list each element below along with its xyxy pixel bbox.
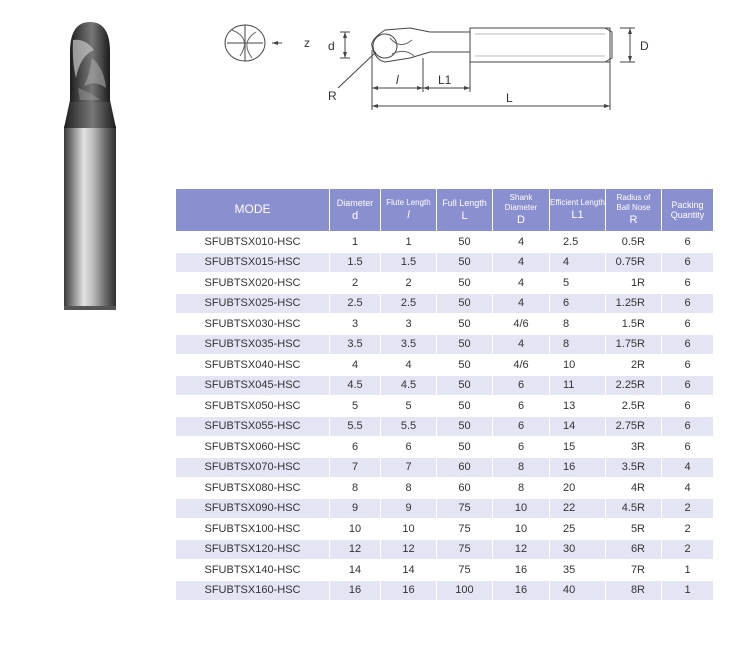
radius-cell: 0.5R <box>606 232 661 252</box>
radius-cell: 2.75R <box>606 417 661 437</box>
full-length-cell: 75 <box>437 499 492 519</box>
packing-cell: 6 <box>662 437 713 457</box>
header-flute-length: Flute Length l <box>381 189 436 231</box>
table-row <box>176 273 713 293</box>
efficient-length-cell: 6 <box>550 294 605 314</box>
full-length-cell: 50 <box>437 376 492 396</box>
shank-diameter-cell: 10 <box>493 519 549 539</box>
model-cell: SFUBTSX120-HSC <box>176 540 329 560</box>
shank-diameter-cell: 4 <box>493 253 549 273</box>
diameter-cell: 1 <box>330 232 380 252</box>
shank-diameter-cell: 12 <box>493 540 549 560</box>
table-row <box>176 581 713 601</box>
diameter-cell: 10 <box>330 519 380 539</box>
table-row <box>176 253 713 273</box>
header-ball-nose-radius: Radius of Ball Nose R <box>606 189 661 231</box>
shank-diameter-cell: 16 <box>493 560 549 580</box>
header-diameter: Diameter d <box>330 189 380 231</box>
model-cell: SFUBTSX040-HSC <box>176 355 329 375</box>
radius-cell: 1.25R <box>606 294 661 314</box>
full-length-cell: 60 <box>437 458 492 478</box>
flute-length-cell: 3 <box>381 314 436 334</box>
table-row <box>176 519 713 539</box>
header-packing-quantity: Packing Quantity <box>662 189 713 231</box>
flute-length-cell: 9 <box>381 499 436 519</box>
diameter-cell: 6 <box>330 437 380 457</box>
flute-length-cell: 1.5 <box>381 253 436 273</box>
diameter-cell: 5 <box>330 396 380 416</box>
packing-cell: 6 <box>662 232 713 252</box>
radius-cell: 7R <box>606 560 661 580</box>
efficient-length-cell: 35 <box>550 560 605 580</box>
diameter-cell: 12 <box>330 540 380 560</box>
efficient-length-cell: 11 <box>550 376 605 396</box>
shank-diameter-cell: 4 <box>493 273 549 293</box>
full-length-cell: 50 <box>437 437 492 457</box>
radius-cell: 4R <box>606 478 661 498</box>
table-row <box>176 458 713 478</box>
full-length-cell: 75 <box>437 560 492 580</box>
flute-length-cell: 2 <box>381 273 436 293</box>
flute-length-cell: 10 <box>381 519 436 539</box>
full-length-cell: 50 <box>437 232 492 252</box>
shank-diameter-cell: 6 <box>493 437 549 457</box>
efficient-length-cell: 22 <box>550 499 605 519</box>
packing-cell: 6 <box>662 294 713 314</box>
diameter-cell: 2 <box>330 273 380 293</box>
efficient-length-cell: 16 <box>550 458 605 478</box>
radius-cell: 2R <box>606 355 661 375</box>
diameter-cell: 4.5 <box>330 376 380 396</box>
flute-length-cell: 14 <box>381 560 436 580</box>
flute-length-cell: 4.5 <box>381 376 436 396</box>
flute-length-cell: 5 <box>381 396 436 416</box>
efficient-length-cell: 25 <box>550 519 605 539</box>
full-length-cell: 50 <box>437 417 492 437</box>
full-length-cell: 50 <box>437 314 492 334</box>
full-length-cell: 50 <box>437 335 492 355</box>
packing-cell: 1 <box>662 581 713 601</box>
table-row <box>176 232 713 252</box>
flute-length-cell: 16 <box>381 581 436 601</box>
efficient-length-cell: 8 <box>550 335 605 355</box>
model-cell: SFUBTSX020-HSC <box>176 273 329 293</box>
neck <box>64 100 116 128</box>
efficient-length-cell: 5 <box>550 273 605 293</box>
diameter-cell: 7 <box>330 458 380 478</box>
diameter-cell: 3.5 <box>330 335 380 355</box>
model-cell: SFUBTSX140-HSC <box>176 560 329 580</box>
header-shank-diameter: Shank Diameter D <box>493 189 549 231</box>
efficient-length-cell: 10 <box>550 355 605 375</box>
label-flute-length: l <box>396 73 399 87</box>
packing-cell: 6 <box>662 417 713 437</box>
header-full-length: Full Length L <box>437 189 492 231</box>
flute-length-cell: 6 <box>381 437 436 457</box>
end-mill-photo <box>40 8 140 313</box>
full-length-cell: 50 <box>437 253 492 273</box>
radius-cell: 1R <box>606 273 661 293</box>
flute-length-cell: 4 <box>381 355 436 375</box>
radius-cell: 4.5R <box>606 499 661 519</box>
efficient-length-cell: 15 <box>550 437 605 457</box>
packing-cell: 6 <box>662 253 713 273</box>
shank-diameter-cell: 4 <box>493 335 549 355</box>
label-efficient-length: L1 <box>438 73 452 87</box>
shank-diameter-cell: 4 <box>493 232 549 252</box>
radius-cell: 2.25R <box>606 376 661 396</box>
flute-length-cell: 12 <box>381 540 436 560</box>
table-row <box>176 355 713 375</box>
diameter-cell: 1.5 <box>330 253 380 273</box>
table-row <box>176 560 713 580</box>
radius-cell: 8R <box>606 581 661 601</box>
spec-table <box>175 188 714 601</box>
radius-cell: 3.5R <box>606 458 661 478</box>
table-row <box>176 478 713 498</box>
model-cell: SFUBTSX045-HSC <box>176 376 329 396</box>
label-d: d <box>328 39 335 53</box>
packing-cell: 2 <box>662 540 713 560</box>
shank-diameter-cell: 4/6 <box>493 314 549 334</box>
model-cell: SFUBTSX055-HSC <box>176 417 329 437</box>
flute-length-cell: 8 <box>381 478 436 498</box>
full-length-cell: 50 <box>437 355 492 375</box>
radius-cell: 1.5R <box>606 314 661 334</box>
radius-cell: 3R <box>606 437 661 457</box>
model-cell: SFUBTSX060-HSC <box>176 437 329 457</box>
table-row <box>176 294 713 314</box>
model-cell: SFUBTSX010-HSC <box>176 232 329 252</box>
header-efficient-length: Efficient Length L1 <box>550 189 605 231</box>
header-row <box>176 189 713 231</box>
packing-cell: 6 <box>662 273 713 293</box>
table-row <box>176 417 713 437</box>
efficient-length-cell: 13 <box>550 396 605 416</box>
full-length-cell: 100 <box>437 581 492 601</box>
label-z: z <box>304 36 310 50</box>
shank-diameter-cell: 6 <box>493 396 549 416</box>
efficient-length-cell: 30 <box>550 540 605 560</box>
flute-length-cell: 7 <box>381 458 436 478</box>
diameter-cell: 4 <box>330 355 380 375</box>
table-row <box>176 540 713 560</box>
efficient-length-cell: 40 <box>550 581 605 601</box>
table-row <box>176 376 713 396</box>
full-length-cell: 60 <box>437 478 492 498</box>
flute-length-cell: 1 <box>381 232 436 252</box>
shank-diameter-cell: 4/6 <box>493 355 549 375</box>
table-row <box>176 499 713 519</box>
shank-diameter-cell: 4 <box>493 294 549 314</box>
efficient-length-cell: 4 <box>550 253 605 273</box>
model-cell: SFUBTSX080-HSC <box>176 478 329 498</box>
model-cell: SFUBTSX035-HSC <box>176 335 329 355</box>
model-cell: SFUBTSX015-HSC <box>176 253 329 273</box>
shank-diameter-cell: 8 <box>493 478 549 498</box>
packing-cell: 4 <box>662 478 713 498</box>
diameter-cell: 5.5 <box>330 417 380 437</box>
efficient-length-cell: 2.5 <box>550 232 605 252</box>
model-cell: SFUBTSX025-HSC <box>176 294 329 314</box>
diameter-cell: 14 <box>330 560 380 580</box>
full-length-cell: 50 <box>437 273 492 293</box>
table-row <box>176 437 713 457</box>
radius-cell: 0.75R <box>606 253 661 273</box>
side-view <box>372 28 612 62</box>
efficient-length-cell: 20 <box>550 478 605 498</box>
model-cell: SFUBTSX100-HSC <box>176 519 329 539</box>
shank-end <box>64 306 116 310</box>
full-length-cell: 75 <box>437 540 492 560</box>
shank-diameter-cell: 16 <box>493 581 549 601</box>
packing-cell: 6 <box>662 376 713 396</box>
model-cell: SFUBTSX160-HSC <box>176 581 329 601</box>
packing-cell: 4 <box>662 458 713 478</box>
packing-cell: 6 <box>662 396 713 416</box>
shank-diameter-cell: 6 <box>493 376 549 396</box>
radius-cell: 2.5R <box>606 396 661 416</box>
label-shank-diameter: D <box>640 39 649 53</box>
flute-length-cell: 5.5 <box>381 417 436 437</box>
table-row <box>176 335 713 355</box>
packing-cell: 6 <box>662 314 713 334</box>
flute-length-cell: 3.5 <box>381 335 436 355</box>
model-cell: SFUBTSX090-HSC <box>176 499 329 519</box>
header-mode: MODE <box>176 189 329 231</box>
diameter-cell: 2.5 <box>330 294 380 314</box>
shank <box>64 126 116 308</box>
shank-diameter-cell: 8 <box>493 458 549 478</box>
model-cell: SFUBTSX050-HSC <box>176 396 329 416</box>
dimension-drawing <box>200 10 670 130</box>
packing-cell: 2 <box>662 499 713 519</box>
diameter-cell: 8 <box>330 478 380 498</box>
full-length-cell: 50 <box>437 294 492 314</box>
model-cell: SFUBTSX070-HSC <box>176 458 329 478</box>
packing-cell: 6 <box>662 335 713 355</box>
radius-cell: 1.75R <box>606 335 661 355</box>
efficient-length-cell: 14 <box>550 417 605 437</box>
full-length-cell: 75 <box>437 519 492 539</box>
diameter-cell: 9 <box>330 499 380 519</box>
label-full-length: L <box>506 91 513 105</box>
full-length-cell: 50 <box>437 396 492 416</box>
table-row <box>176 396 713 416</box>
radius-cell: 5R <box>606 519 661 539</box>
packing-cell: 1 <box>662 560 713 580</box>
packing-cell: 2 <box>662 519 713 539</box>
shank-diameter-cell: 6 <box>493 417 549 437</box>
diameter-cell: 16 <box>330 581 380 601</box>
shank-diameter-cell: 10 <box>493 499 549 519</box>
label-radius: R <box>328 89 337 103</box>
radius-cell: 6R <box>606 540 661 560</box>
flute-length-cell: 2.5 <box>381 294 436 314</box>
efficient-length-cell: 8 <box>550 314 605 334</box>
diameter-cell: 3 <box>330 314 380 334</box>
packing-cell: 6 <box>662 355 713 375</box>
table-row <box>176 314 713 334</box>
model-cell: SFUBTSX030-HSC <box>176 314 329 334</box>
